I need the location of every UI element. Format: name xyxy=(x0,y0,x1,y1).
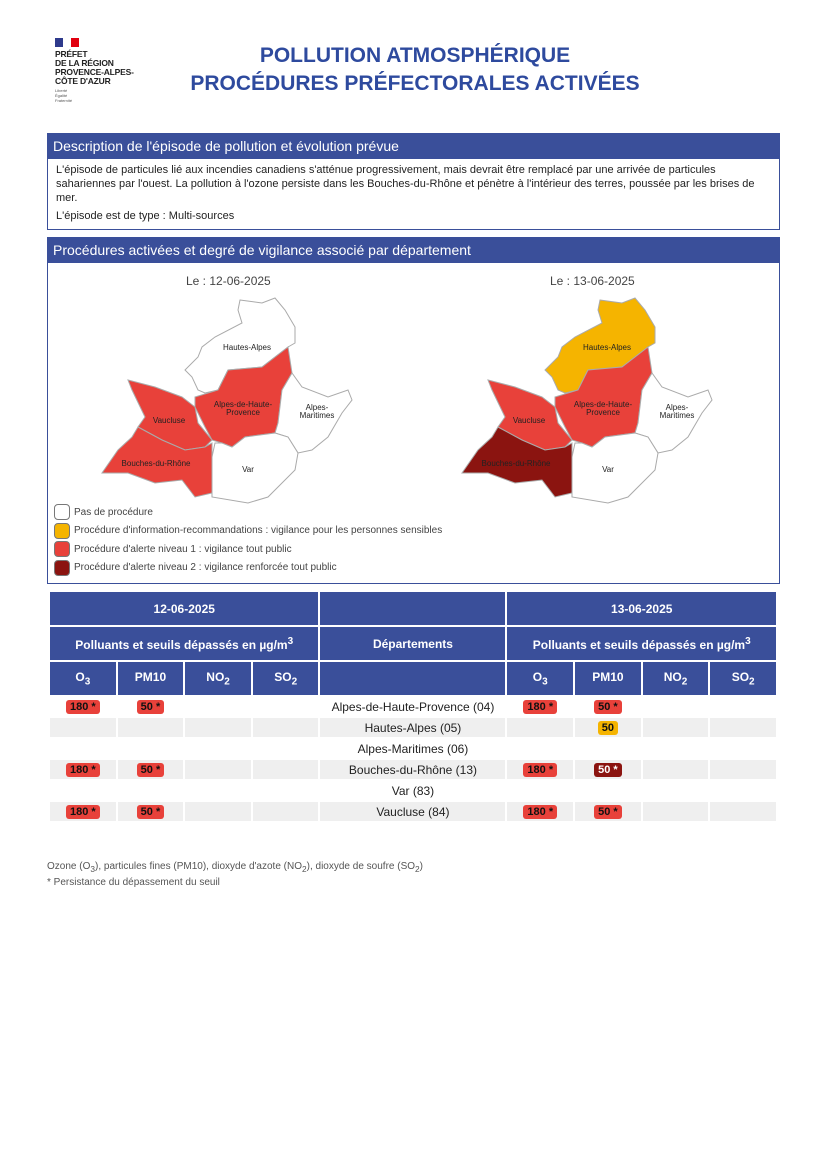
value-cell xyxy=(575,802,641,821)
value-cell xyxy=(507,760,573,779)
threshold-badge: 50 xyxy=(598,721,618,735)
value-cell xyxy=(575,781,641,800)
department-label: Hautes-Alpes xyxy=(582,343,632,352)
episode-type: L'épisode est de type : Multi-sources xyxy=(56,210,235,222)
value-cell xyxy=(50,739,116,758)
logo-text: PROVENCE-ALPES- xyxy=(55,67,134,77)
map-12-06 xyxy=(95,290,365,510)
pollutant-col: $SO_2$ xyxy=(710,662,776,695)
department-label: Provence xyxy=(586,408,620,417)
value-cell xyxy=(50,802,116,821)
department-label: Alpes-de-Haute- xyxy=(573,400,633,409)
pollutant-col: PM10 xyxy=(118,662,184,695)
value-cell xyxy=(253,739,319,758)
department-label: Provence xyxy=(226,408,260,417)
value-cell xyxy=(710,781,776,800)
value-cell xyxy=(643,760,709,779)
threshold-badge: 50 * xyxy=(594,805,622,819)
value-cell xyxy=(643,697,709,716)
threshold-badge: 180 * xyxy=(66,763,100,777)
value-cell xyxy=(185,781,251,800)
table-row xyxy=(50,739,776,758)
value-cell xyxy=(710,718,776,737)
department-label: Vaucluse xyxy=(152,416,186,425)
department-label: Maritimes xyxy=(299,411,335,420)
threshold-badge: 180 * xyxy=(523,763,557,777)
date-header: 12-06-2025 xyxy=(50,592,318,625)
pollutant-col: $SO_2$ xyxy=(253,662,319,695)
value-cell xyxy=(253,718,319,737)
threshold-badge: 180 * xyxy=(523,700,557,714)
value-cell xyxy=(507,781,573,800)
value-cell xyxy=(643,739,709,758)
prefecture-logo xyxy=(55,38,155,103)
logo-text: DE LA RÉGION xyxy=(55,58,114,68)
value-cell xyxy=(118,739,184,758)
value-cell xyxy=(253,802,319,821)
value-cell xyxy=(185,760,251,779)
department-name: Hautes-Alpes (05) xyxy=(320,718,505,737)
department-label: Bouches-du-Rhône xyxy=(121,459,191,468)
map-date: Le : 12-06-2025 xyxy=(186,274,271,288)
department-name: Alpes-Maritimes (06) xyxy=(320,739,505,758)
department-name: Bouches-du-Rhône (13) xyxy=(320,760,505,779)
value-cell xyxy=(185,697,251,716)
value-cell xyxy=(50,781,116,800)
department-name: Alpes-de-Haute-Provence (04) xyxy=(320,697,505,716)
logo-motto: Liberté Égalité Fraternité xyxy=(55,88,73,103)
table-row xyxy=(50,802,776,821)
value-cell xyxy=(643,781,709,800)
value-cell xyxy=(575,739,641,758)
value-cell xyxy=(50,697,116,716)
map-13-06 xyxy=(455,290,725,510)
value-cell xyxy=(710,739,776,758)
procedures-section xyxy=(47,237,780,584)
department-label: Alpes- xyxy=(665,403,689,412)
page-title: POLLUTION ATMOSPHÉRIQUE PROCÉDURES PRÉFECTORALES ACTIVÉES xyxy=(190,44,640,95)
value-cell xyxy=(185,802,251,821)
value-cell xyxy=(118,760,184,779)
value-cell xyxy=(507,802,573,821)
description-section xyxy=(47,133,780,230)
table-row xyxy=(50,718,776,737)
value-cell xyxy=(118,802,184,821)
legend-item: Pas de procédure xyxy=(54,503,442,522)
threshold-badge: 180 * xyxy=(523,805,557,819)
legend-item: Procédure d'information-recommandations : vigilance pour les personnes sensibles xyxy=(54,522,442,541)
value-cell xyxy=(710,760,776,779)
department-label: Alpes-de-Haute- xyxy=(213,400,273,409)
value-cell xyxy=(575,760,641,779)
threshold-badge: 50 * xyxy=(594,763,622,777)
pollutant-col: PM10 xyxy=(575,662,641,695)
value-cell xyxy=(507,718,573,737)
section-header: Description de l'épisode de pollution et évolution prévue xyxy=(48,134,779,159)
value-cell xyxy=(507,739,573,758)
threshold-badge: 50 * xyxy=(137,763,165,777)
table-row xyxy=(50,697,776,716)
section-header: Procédures activées et degré de vigilance associé par département xyxy=(48,238,779,263)
value-cell xyxy=(185,718,251,737)
value-cell xyxy=(50,718,116,737)
value-cell xyxy=(253,697,319,716)
table-row xyxy=(50,781,776,800)
value-cell xyxy=(253,760,319,779)
value-cell xyxy=(575,697,641,716)
pollutants-header: Polluants et seuils dépassés en $\mu g/m^3$ xyxy=(50,627,318,660)
threshold-badge: 50 * xyxy=(594,700,622,714)
value-cell xyxy=(118,781,184,800)
department-label: Hautes-Alpes xyxy=(222,343,272,352)
threshold-badge: 180 * xyxy=(66,805,100,819)
pollutant-col: $NO_2$ xyxy=(643,662,709,695)
pollutants-table xyxy=(48,590,778,823)
department-label: Maritimes xyxy=(659,411,695,420)
value-cell xyxy=(710,802,776,821)
threshold-badge: 180 * xyxy=(66,700,100,714)
legend-item: Procédure d'alerte niveau 1 : vigilance tout public xyxy=(54,540,442,559)
value-cell xyxy=(575,718,641,737)
flag-icon xyxy=(55,38,79,47)
logo-text: PRÉFET xyxy=(55,49,88,59)
description-text: L'épisode de particules lié aux incendies canadiens s'atténue progressivement, mais devrait être remplacé par une arrivée de particules sahariennes par l'ouest. La pollution à l'ozone persiste dans les Bouches-du-Rhône et pénètre à l'intérieur des terres, poussée par les brises de mer. xyxy=(56,164,755,204)
value-cell xyxy=(185,739,251,758)
pollutant-col: $NO_2$ xyxy=(185,662,251,695)
pollutant-col: $O_3$ xyxy=(507,662,573,695)
value-cell xyxy=(253,781,319,800)
value-cell xyxy=(643,802,709,821)
threshold-badge: 50 * xyxy=(137,700,165,714)
value-cell xyxy=(118,718,184,737)
value-cell xyxy=(643,718,709,737)
department-label: Var xyxy=(602,465,614,474)
date-header: 13-06-2025 xyxy=(507,592,776,625)
pollutant-col: $O_3$ xyxy=(50,662,116,695)
value-cell xyxy=(118,697,184,716)
footnote: Ozone $(O_3)$, particules fines (PM10), dioxyde d'azote $(NO_2)$, dioxyde de soufre $(SO_2)$ * Persistance du dépassement du seuil xyxy=(47,861,424,888)
map-date: Le : 13-06-2025 xyxy=(550,274,635,288)
pollutants-header: Polluants et seuils dépassés en $\mu g/m^3$ xyxy=(507,627,776,660)
legend xyxy=(54,503,442,577)
value-cell xyxy=(710,697,776,716)
value-cell xyxy=(507,697,573,716)
departments-header: Départements xyxy=(320,627,505,660)
department-label: Vaucluse xyxy=(512,416,546,425)
legend-item: Procédure d'alerte niveau 2 : vigilance renforcée tout public xyxy=(54,559,442,578)
department-label: Bouches-du-Rhône xyxy=(481,459,551,468)
logo-text: CÔTE D'AZUR xyxy=(55,76,111,86)
table-row xyxy=(50,760,776,779)
department-name: Vaucluse (84) xyxy=(320,802,505,821)
department-label: Var xyxy=(242,465,254,474)
threshold-badge: 50 * xyxy=(137,805,165,819)
department-name: Var (83) xyxy=(320,781,505,800)
department-label: Alpes- xyxy=(305,403,329,412)
value-cell xyxy=(50,760,116,779)
